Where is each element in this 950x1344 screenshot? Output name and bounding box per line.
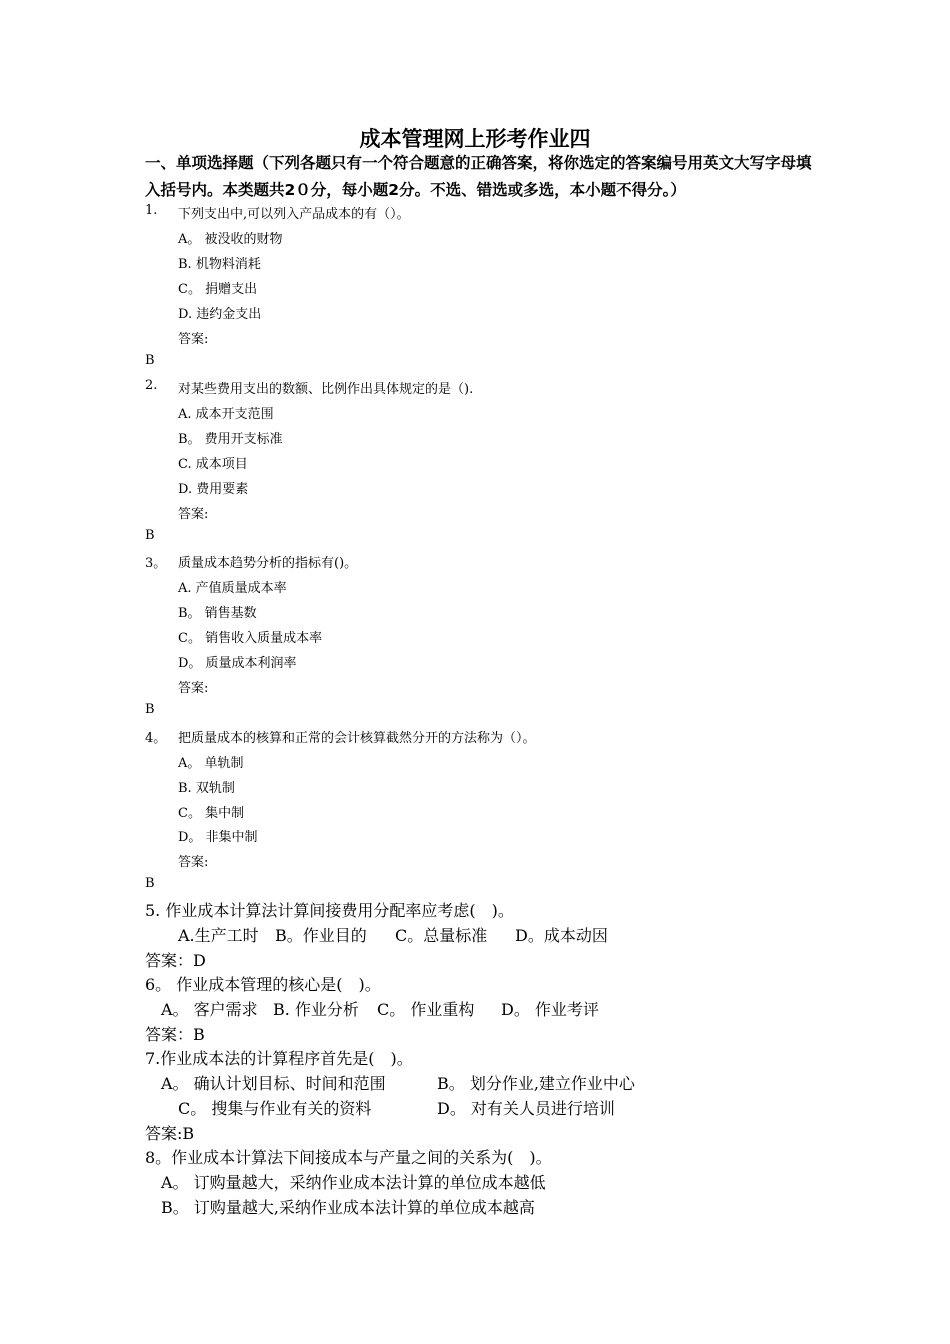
q7-text: 7.作业成本法的计算程序首先是( )。 bbox=[145, 1049, 413, 1068]
q1-answer-label: 答案: bbox=[178, 332, 209, 347]
q3-option-c: C。 销售收入质量成本率 bbox=[178, 631, 323, 646]
document-title: 成本管理网上形考作业四 bbox=[359, 127, 591, 151]
q7-option-b: B。 划分作业,建立作业中心 bbox=[437, 1074, 635, 1093]
q2-option-d: D. 费用要素 bbox=[178, 482, 249, 497]
q3-answer-label: 答案: bbox=[178, 681, 209, 696]
q2-answer-label: 答案: bbox=[178, 507, 209, 522]
q5-option-b: B。作业目的 bbox=[275, 926, 367, 945]
q4-answer: B bbox=[145, 876, 155, 891]
q4-answer-label: 答案: bbox=[178, 855, 209, 870]
q4-option-b: B. 双轨制 bbox=[178, 781, 235, 796]
q3-text: 质量成本趋势分析的指标有()。 bbox=[178, 556, 358, 571]
q1-option-c: C。 捐赠支出 bbox=[178, 282, 258, 297]
q2-text: 对某些费用支出的数额、比例作出具体规定的是（). bbox=[178, 382, 474, 397]
q5-option-d: D。成本动因 bbox=[515, 926, 608, 945]
q5-option-a: A.生产工时 bbox=[178, 926, 259, 945]
q4-text: 把质量成本的核算和正常的会计核算截然分开的方法称为（）。 bbox=[178, 731, 536, 746]
q7-answer: 答案:B bbox=[145, 1124, 195, 1143]
q4-option-c: C。 集中制 bbox=[178, 806, 245, 821]
q7-option-c: C。 搜集与作业有关的资料 bbox=[178, 1099, 372, 1118]
q5-text: 5. 作业成本计算法计算间接费用分配率应考虑( )。 bbox=[145, 901, 514, 920]
q6-option-c: C。 作业重构 bbox=[377, 1000, 475, 1019]
q7-option-d: D。 对有关人员进行培训 bbox=[437, 1099, 615, 1118]
q1-answer: B bbox=[145, 353, 155, 368]
section-heading: 一、单项选择题（下列各题只有一个符合题意的正确答案，将你选定的答案编号用英文大写字母填入括号内。本类题共2０分，每小题2分。不选、错选或多选，本小题不得分。） bbox=[145, 154, 812, 199]
q2-option-a: A. 成本开支范围 bbox=[178, 407, 274, 422]
q3-option-d: D。 质量成本利润率 bbox=[178, 656, 297, 671]
q3-number: 3。 bbox=[145, 556, 167, 571]
q2-option-c: C. 成本项目 bbox=[178, 457, 248, 472]
q3-option-b: B。 销售基数 bbox=[178, 606, 257, 621]
q3-answer: B bbox=[145, 702, 155, 717]
q1-option-d: D. 违约金支出 bbox=[178, 307, 262, 322]
q2-option-b: B。 费用开支标准 bbox=[178, 432, 283, 447]
q4-option-d: D。 非集中制 bbox=[178, 830, 258, 845]
q3-option-a: A. 产值质量成本率 bbox=[178, 581, 287, 596]
q8-option-a: A。 订购量越大，采纳作业成本法计算的单位成本越低 bbox=[161, 1173, 546, 1192]
q6-option-d: D。 作业考评 bbox=[501, 1000, 599, 1019]
q6-text: 6。 作业成本管理的核心是( )。 bbox=[145, 975, 381, 994]
q4-option-a: A。 单轨制 bbox=[178, 756, 244, 771]
q8-option-b: B。 订购量越大,采纳作业成本法计算的单位成本越高 bbox=[161, 1198, 535, 1217]
q2-answer: B bbox=[145, 528, 155, 543]
q1-option-a: A。 被没收的财物 bbox=[178, 232, 283, 247]
q6-answer: 答案：B bbox=[145, 1025, 205, 1044]
q2-number: 2. bbox=[145, 378, 158, 393]
q1-option-b: B. 机物料消耗 bbox=[178, 257, 261, 272]
q8-text: 8。作业成本计算法下间接成本与产量之间的关系为( )。 bbox=[145, 1148, 552, 1167]
q5-option-c: C。总量标准 bbox=[395, 926, 488, 945]
q5-answer: 答案：D bbox=[145, 951, 206, 970]
q6-option-a: A。 客户需求 bbox=[161, 1000, 258, 1019]
q6-option-b: B. 作业分析 bbox=[273, 1000, 359, 1019]
q4-number: 4。 bbox=[145, 731, 167, 746]
q1-text: 下列支出中,可以列入产品成本的有（）。 bbox=[178, 207, 410, 222]
q1-number: 1. bbox=[145, 203, 158, 218]
q7-option-a: A。 确认计划目标、时间和范围 bbox=[161, 1074, 386, 1093]
